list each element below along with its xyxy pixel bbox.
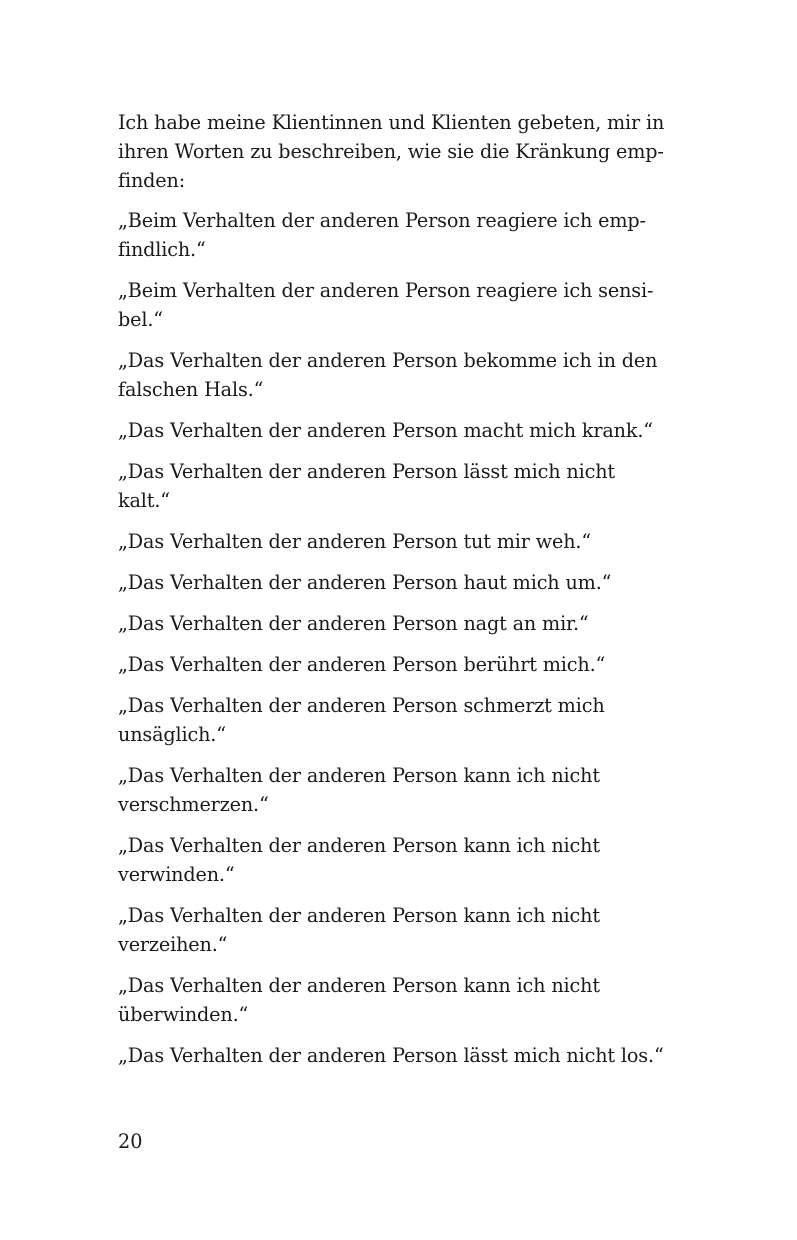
- text-line: „Beim Verhalten der anderen Person reagiere ich emp-: [118, 209, 646, 232]
- quote-paragraph: [118, 276, 678, 334]
- text-line: verzeihen.“: [118, 933, 228, 956]
- text-line: „Das Verhalten der anderen Person lässt mich nicht: [118, 460, 615, 483]
- quote-paragraph: [118, 901, 678, 959]
- text-line: unsäglich.“: [118, 723, 226, 746]
- quote-paragraph: [118, 527, 678, 556]
- quote-paragraph: [118, 416, 678, 445]
- page-number: 20: [118, 1130, 143, 1153]
- text-line: falschen Hals.“: [118, 378, 264, 401]
- quote-paragraph: [118, 971, 678, 1029]
- text-line: kalt.“: [118, 489, 170, 512]
- text-line: „Das Verhalten der anderen Person kann ich nicht: [118, 834, 600, 857]
- text-line: ihren Worten zu beschreiben, wie sie die Kränkung emp-: [118, 140, 664, 163]
- text-line: „Das Verhalten der anderen Person kann ich nicht: [118, 974, 600, 997]
- text-line: „Das Verhalten der anderen Person kann ich nicht: [118, 764, 600, 787]
- text-line: „Das Verhalten der anderen Person berührt mich.“: [118, 653, 606, 676]
- quote-paragraph: [118, 568, 678, 597]
- quote-paragraph: [118, 691, 678, 749]
- quote-paragraph: [118, 609, 678, 638]
- text-line: „Das Verhalten der anderen Person lässt mich nicht los.“: [118, 1044, 664, 1067]
- intro-paragraph: [118, 108, 678, 195]
- quote-paragraph: [118, 346, 678, 404]
- text-line: „Das Verhalten der anderen Person nagt an mir.“: [118, 612, 589, 635]
- text-line: finden:: [118, 169, 186, 192]
- text-line: „Das Verhalten der anderen Person tut mir weh.“: [118, 530, 592, 553]
- body-text: [118, 108, 678, 1082]
- quote-paragraph: [118, 761, 678, 819]
- text-line: „Das Verhalten der anderen Person kann ich nicht: [118, 904, 600, 927]
- text-line: überwinden.“: [118, 1003, 249, 1026]
- quote-paragraph: [118, 831, 678, 889]
- text-line: verschmerzen.“: [118, 793, 269, 816]
- text-line: bel.“: [118, 308, 163, 331]
- text-line: Ich habe meine Klientinnen und Klienten gebeten, mir in: [118, 111, 665, 134]
- text-line: findlich.“: [118, 238, 206, 261]
- text-line: „Das Verhalten der anderen Person macht mich krank.“: [118, 419, 653, 442]
- text-line: verwinden.“: [118, 863, 235, 886]
- quote-paragraph: [118, 650, 678, 679]
- quote-paragraph: [118, 206, 678, 264]
- quote-paragraph: [118, 1041, 678, 1070]
- quote-paragraph: [118, 457, 678, 515]
- text-line: „Beim Verhalten der anderen Person reagiere ich sensi-: [118, 279, 654, 302]
- text-line: „Das Verhalten der anderen Person schmerzt mich: [118, 694, 605, 717]
- text-line: „Das Verhalten der anderen Person haut mich um.“: [118, 571, 612, 594]
- text-line: „Das Verhalten der anderen Person bekomme ich in den: [118, 349, 658, 372]
